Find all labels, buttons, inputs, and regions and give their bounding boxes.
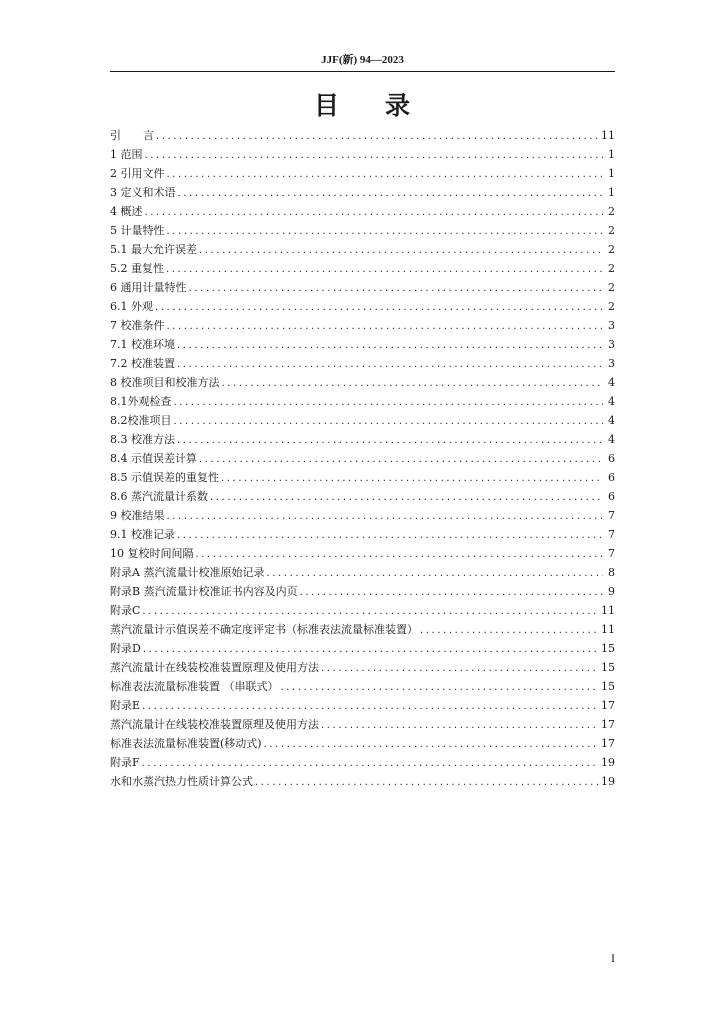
toc-entry[interactable]: [110, 183, 615, 202]
toc-entry-page: 2: [608, 300, 615, 313]
toc-entry-label: 4 概述: [110, 205, 143, 218]
toc-entry[interactable]: [110, 563, 615, 582]
toc-dot-leader: [177, 526, 603, 545]
toc-entry-label: 附录C: [110, 604, 141, 617]
toc-dot-leader: [281, 678, 600, 697]
toc-entry[interactable]: [110, 468, 615, 487]
toc-dot-leader: [221, 469, 603, 488]
toc-entry-label: 9 校准结果: [110, 509, 165, 522]
toc-dot-leader: [210, 488, 603, 507]
toc-dot-leader: [142, 697, 599, 716]
toc-dot-leader: [142, 754, 599, 773]
toc-entry-page: 3: [608, 357, 615, 370]
toc-entry-label: 5 计量特性: [110, 224, 165, 237]
toc-dot-leader: [167, 222, 604, 241]
toc-entry[interactable]: [110, 221, 615, 240]
toc-entry-label: 8 校准项目和校准方法: [110, 376, 220, 389]
toc-dot-leader: [199, 241, 603, 260]
toc-dot-leader: [199, 450, 603, 469]
toc-entry[interactable]: [110, 639, 615, 658]
toc-dot-leader: [222, 374, 604, 393]
toc-entry[interactable]: [110, 696, 615, 715]
toc-entry-label: 附录F: [110, 756, 140, 769]
toc-entry[interactable]: [110, 373, 615, 392]
toc-dot-leader: [178, 184, 604, 203]
toc-dot-leader: [300, 583, 603, 602]
toc-entry-page: 15: [601, 661, 615, 674]
toc-entry-label: 水和水蒸汽热力性质计算公式: [110, 775, 253, 788]
toc-entry-page: 2: [608, 281, 615, 294]
toc-entry[interactable]: [110, 126, 615, 145]
document-code: JJF(新) 94—2023: [321, 54, 404, 66]
toc-entry-label: 标准表法流量标准装置(移动式): [110, 737, 262, 750]
toc-entry[interactable]: [110, 734, 615, 753]
toc-entry-label: 5.1 最大允许误差: [110, 243, 197, 256]
toc-dot-leader: [166, 260, 603, 279]
toc-entry[interactable]: [110, 544, 615, 563]
toc-entry-page: 17: [601, 699, 615, 712]
toc-dot-leader: [143, 640, 599, 659]
toc-entry-label: 8.6 蒸汽流量计系数: [110, 490, 208, 503]
toc-entry[interactable]: [110, 259, 615, 278]
toc-entry-page: 15: [601, 642, 615, 655]
toc-dot-leader: [156, 127, 599, 146]
toc-entry[interactable]: [110, 601, 615, 620]
toc-entry-label: 1 范围: [110, 148, 143, 161]
toc-entry[interactable]: [110, 316, 615, 335]
toc-entry-label: 5.2 重复性: [110, 262, 164, 275]
toc-entry[interactable]: [110, 430, 615, 449]
toc-entry-page: 7: [608, 509, 615, 522]
toc-entry-label: 7.1 校准环境: [110, 338, 175, 351]
toc-entry-page: 2: [608, 224, 615, 237]
toc-dot-leader: [266, 564, 603, 583]
toc-entry[interactable]: [110, 772, 615, 791]
table-of-contents: [110, 126, 615, 791]
toc-dot-leader: [189, 279, 604, 298]
toc-dot-leader: [321, 716, 599, 735]
page-title: 目录: [313, 91, 456, 120]
toc-entry-label: 附录D: [110, 642, 141, 655]
toc-entry-label: 7.2 校准装置: [110, 357, 175, 370]
toc-dot-leader: [177, 431, 603, 450]
toc-entry-page: 3: [608, 338, 615, 351]
toc-entry-page: 6: [608, 471, 615, 484]
toc-entry-page: 2: [608, 243, 615, 256]
toc-entry[interactable]: [110, 411, 615, 430]
toc-entry-label: 蒸汽流量计在线装校准装置原理及使用方法: [110, 661, 319, 674]
toc-entry[interactable]: [110, 677, 615, 696]
toc-dot-leader: [174, 412, 604, 431]
toc-entry-page: 7: [608, 547, 615, 560]
toc-entry-page: 4: [608, 433, 615, 446]
toc-entry[interactable]: [110, 753, 615, 772]
toc-entry-label: 附录A 蒸汽流量计校准原始记录: [110, 566, 265, 579]
toc-entry-page: 3: [608, 319, 615, 332]
toc-entry-page: 19: [601, 756, 615, 769]
toc-entry-label: 9.1 校准记录: [110, 528, 175, 541]
toc-entry-page: 1: [608, 167, 615, 180]
toc-entry-page: 4: [608, 376, 615, 389]
toc-entry[interactable]: [110, 335, 615, 354]
toc-entry[interactable]: [110, 620, 615, 639]
toc-entry-label: 蒸汽流量计在线装校准装置原理及使用方法: [110, 718, 319, 731]
toc-entry-label: 附录B 蒸汽流量计校准证书内容及内页: [110, 585, 298, 598]
toc-dot-leader: [177, 355, 603, 374]
toc-entry-label: 10 复校时间间隔: [110, 547, 194, 560]
toc-dot-leader: [167, 165, 604, 184]
toc-entry-label: 蒸汽流量计示值误差不确定度评定书（标准表法流量标准装置）: [110, 623, 418, 636]
toc-entry[interactable]: [110, 449, 615, 468]
toc-entry-page: 1: [608, 186, 615, 199]
toc-entry[interactable]: [110, 582, 615, 601]
toc-dot-leader: [145, 203, 604, 222]
toc-entry[interactable]: [110, 145, 615, 164]
toc-entry[interactable]: [110, 297, 615, 316]
toc-entry-page: 17: [601, 718, 615, 731]
toc-entry-label: 7 校准条件: [110, 319, 165, 332]
toc-dot-leader: [255, 773, 599, 792]
toc-dot-leader: [264, 735, 599, 754]
toc-dot-leader: [145, 146, 604, 165]
toc-entry[interactable]: [110, 164, 615, 183]
toc-entry[interactable]: [110, 354, 615, 373]
toc-dot-leader: [321, 659, 599, 678]
toc-entry[interactable]: [110, 202, 615, 221]
toc-dot-leader: [177, 336, 603, 355]
toc-entry-page: 17: [601, 737, 615, 750]
toc-entry-label: 6 通用计量特性: [110, 281, 187, 294]
toc-entry[interactable]: [110, 506, 615, 525]
toc-entry-label: 2 引用文件: [110, 167, 165, 180]
toc-entry-label: 8.1外观检查: [110, 395, 172, 408]
toc-entry-label: 8.2校准项目: [110, 414, 172, 427]
toc-entry-label: 附录E: [110, 699, 141, 712]
toc-entry-page: 4: [608, 414, 615, 427]
toc-dot-leader: [142, 602, 599, 621]
toc-entry-page: 7: [608, 528, 615, 541]
toc-entry[interactable]: [110, 392, 615, 411]
toc-entry-page: 2: [608, 205, 615, 218]
toc-dot-leader: [167, 317, 604, 336]
toc-dot-leader: [174, 393, 604, 412]
toc-entry[interactable]: [110, 658, 615, 677]
toc-entry-page: 6: [608, 490, 615, 503]
toc-entry-label: 3 定义和术语: [110, 186, 176, 199]
toc-entry-page: 11: [601, 604, 615, 617]
toc-entry-page: 4: [608, 395, 615, 408]
toc-entry-label: 标准表法流量标准装置 （串联式）: [110, 680, 279, 693]
toc-entry-label: 8.5 示值误差的重复性: [110, 471, 219, 484]
toc-dot-leader: [420, 621, 599, 640]
toc-entry-page: 1: [608, 148, 615, 161]
toc-entry-label: 引 言: [110, 129, 154, 142]
toc-entry-page: 15: [601, 680, 615, 693]
toc-entry-page: 19: [601, 775, 615, 788]
toc-entry-page: 9: [608, 585, 615, 598]
toc-entry-label: 6.1 外观: [110, 300, 153, 313]
toc-entry-page: 11: [601, 623, 615, 636]
toc-entry-label: 8.4 示值误差计算: [110, 452, 197, 465]
document-header: [110, 50, 615, 72]
toc-dot-leader: [167, 507, 604, 526]
toc-entry-page: 11: [601, 129, 615, 142]
toc-entry-page: 2: [608, 262, 615, 275]
footer-page-number: I: [611, 951, 615, 965]
toc-entry-page: 8: [608, 566, 615, 579]
toc-entry[interactable]: [110, 525, 615, 544]
toc-entry[interactable]: [110, 240, 615, 259]
toc-entry-label: 8.3 校准方法: [110, 433, 175, 446]
toc-entry[interactable]: [110, 715, 615, 734]
toc-entry-page: 6: [608, 452, 615, 465]
toc-dot-leader: [196, 545, 604, 564]
toc-dot-leader: [155, 298, 603, 317]
toc-entry[interactable]: [110, 487, 615, 506]
toc-entry[interactable]: [110, 278, 615, 297]
